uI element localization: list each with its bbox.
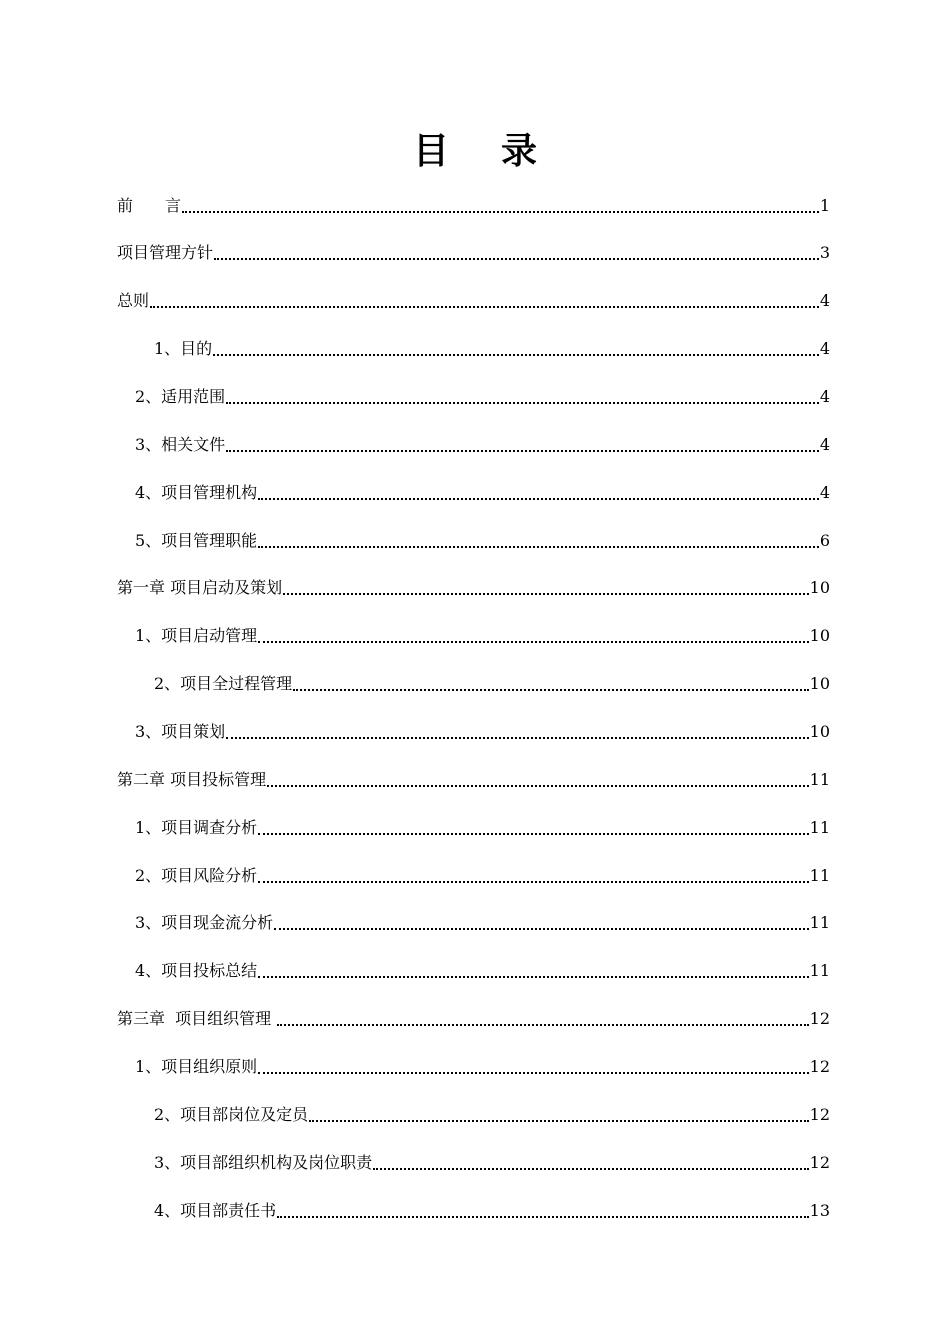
dot-leader (226, 720, 808, 739)
toc-entry-page: 12 (809, 1105, 830, 1124)
toc-entry[interactable] (135, 720, 830, 744)
dot-leader (277, 1007, 808, 1026)
dot-leader (213, 337, 819, 356)
toc-entry-page: 13 (809, 1201, 830, 1220)
toc-entry-page: 12 (809, 1153, 830, 1172)
toc-entry-label: 3、项目部组织机构及岗位职责 (154, 1153, 373, 1172)
toc-entry-page: 10 (809, 674, 830, 693)
dot-leader (274, 911, 808, 930)
toc-entry[interactable] (135, 864, 830, 888)
dot-leader (373, 1151, 808, 1170)
toc-entry-label: 2、适用范围 (135, 387, 226, 406)
toc-entry-page: 12 (809, 1009, 830, 1028)
toc-entry-label: 前 言 (117, 196, 182, 215)
dot-leader (258, 864, 808, 883)
dot-leader (214, 241, 819, 260)
toc-entry-label: 5、项目管理职能 (135, 531, 258, 550)
toc-entry-page: 11 (809, 961, 830, 980)
toc-entry-page: 11 (809, 818, 830, 837)
toc-entry-page: 12 (809, 1057, 830, 1076)
toc-entry[interactable] (135, 911, 830, 935)
toc-entry[interactable] (135, 959, 830, 983)
toc-entry[interactable] (135, 529, 830, 553)
dot-leader (258, 959, 808, 978)
toc-entry[interactable] (154, 1199, 830, 1223)
toc-entry-label: 3、项目现金流分析 (135, 913, 274, 932)
toc-entry-label: 1、目的 (154, 339, 213, 358)
toc-entry[interactable] (154, 1103, 830, 1127)
dot-leader (267, 768, 809, 787)
dot-leader (258, 481, 819, 500)
toc-entry-label: 2、项目风险分析 (135, 866, 258, 885)
toc-entry[interactable] (117, 241, 830, 265)
toc-entry-page: 1 (819, 196, 830, 215)
dot-leader (226, 385, 819, 404)
toc-entry-label: 1、项目启动管理 (135, 626, 258, 645)
toc-entry-label: 第一章 项目启动及策划 (117, 578, 283, 597)
toc-entry-label: 2、项目全过程管理 (154, 674, 293, 693)
toc-entry[interactable] (135, 385, 830, 409)
toc-entry-page: 4 (819, 387, 830, 406)
toc-entry[interactable] (154, 337, 830, 361)
toc-entry-page: 10 (809, 722, 830, 741)
toc-entry[interactable] (135, 481, 830, 505)
toc-entry-page: 6 (819, 531, 830, 550)
toc-entry[interactable] (117, 289, 830, 313)
toc-entry-label: 第三章 项目组织管理 (117, 1009, 277, 1028)
dot-leader (283, 576, 809, 595)
toc-entry-page: 4 (819, 483, 830, 502)
toc-entry-label: 3、相关文件 (135, 435, 226, 454)
toc-entry[interactable] (135, 624, 830, 648)
dot-leader (258, 816, 808, 835)
toc-entry-label: 3、项目策划 (135, 722, 226, 741)
toc-entry-label: 4、项目投标总结 (135, 961, 258, 980)
toc-entry-label: 4、项目管理机构 (135, 483, 258, 502)
toc-entry-page: 11 (809, 913, 830, 932)
dot-leader (277, 1199, 808, 1218)
dot-leader (258, 1055, 808, 1074)
dot-leader (293, 672, 808, 691)
toc-entry[interactable] (117, 576, 830, 600)
toc-entry[interactable] (117, 194, 830, 218)
dot-leader (182, 194, 819, 213)
toc-entry-page: 10 (809, 626, 830, 645)
toc-entry-label: 总则 (117, 291, 150, 310)
toc-entry-page: 3 (819, 243, 830, 262)
dot-leader (258, 529, 819, 548)
toc-entry[interactable] (135, 433, 830, 457)
toc-entry[interactable] (154, 672, 830, 696)
toc-entry-page: 4 (819, 435, 830, 454)
dot-leader (150, 289, 819, 308)
toc-entry-label: 1、项目组织原则 (135, 1057, 258, 1076)
toc-entry-page: 10 (809, 578, 830, 597)
toc-entry-page: 4 (819, 339, 830, 358)
toc-entry-page: 11 (809, 770, 830, 789)
toc-entry-label: 4、项目部责任书 (154, 1201, 277, 1220)
dot-leader (309, 1103, 808, 1122)
toc-entry-label: 第二章 项目投标管理 (117, 770, 267, 789)
toc-entry-label: 2、项目部岗位及定员 (154, 1105, 309, 1124)
toc-entry[interactable] (154, 1151, 830, 1175)
toc-entry-page: 11 (809, 866, 830, 885)
dot-leader (226, 433, 819, 452)
toc-entry[interactable] (117, 1007, 830, 1031)
toc-entry-label: 1、项目调查分析 (135, 818, 258, 837)
toc-entry[interactable] (117, 768, 830, 792)
toc-title-char-1: 目 (412, 131, 449, 172)
toc-entry-page: 4 (819, 291, 830, 310)
toc-entry[interactable] (135, 816, 830, 840)
toc-entry-label: 项目管理方针 (117, 243, 214, 262)
toc-entry[interactable] (135, 1055, 830, 1079)
dot-leader (258, 624, 808, 643)
toc-title (0, 126, 950, 178)
toc-title-char-2: 录 (501, 131, 538, 172)
